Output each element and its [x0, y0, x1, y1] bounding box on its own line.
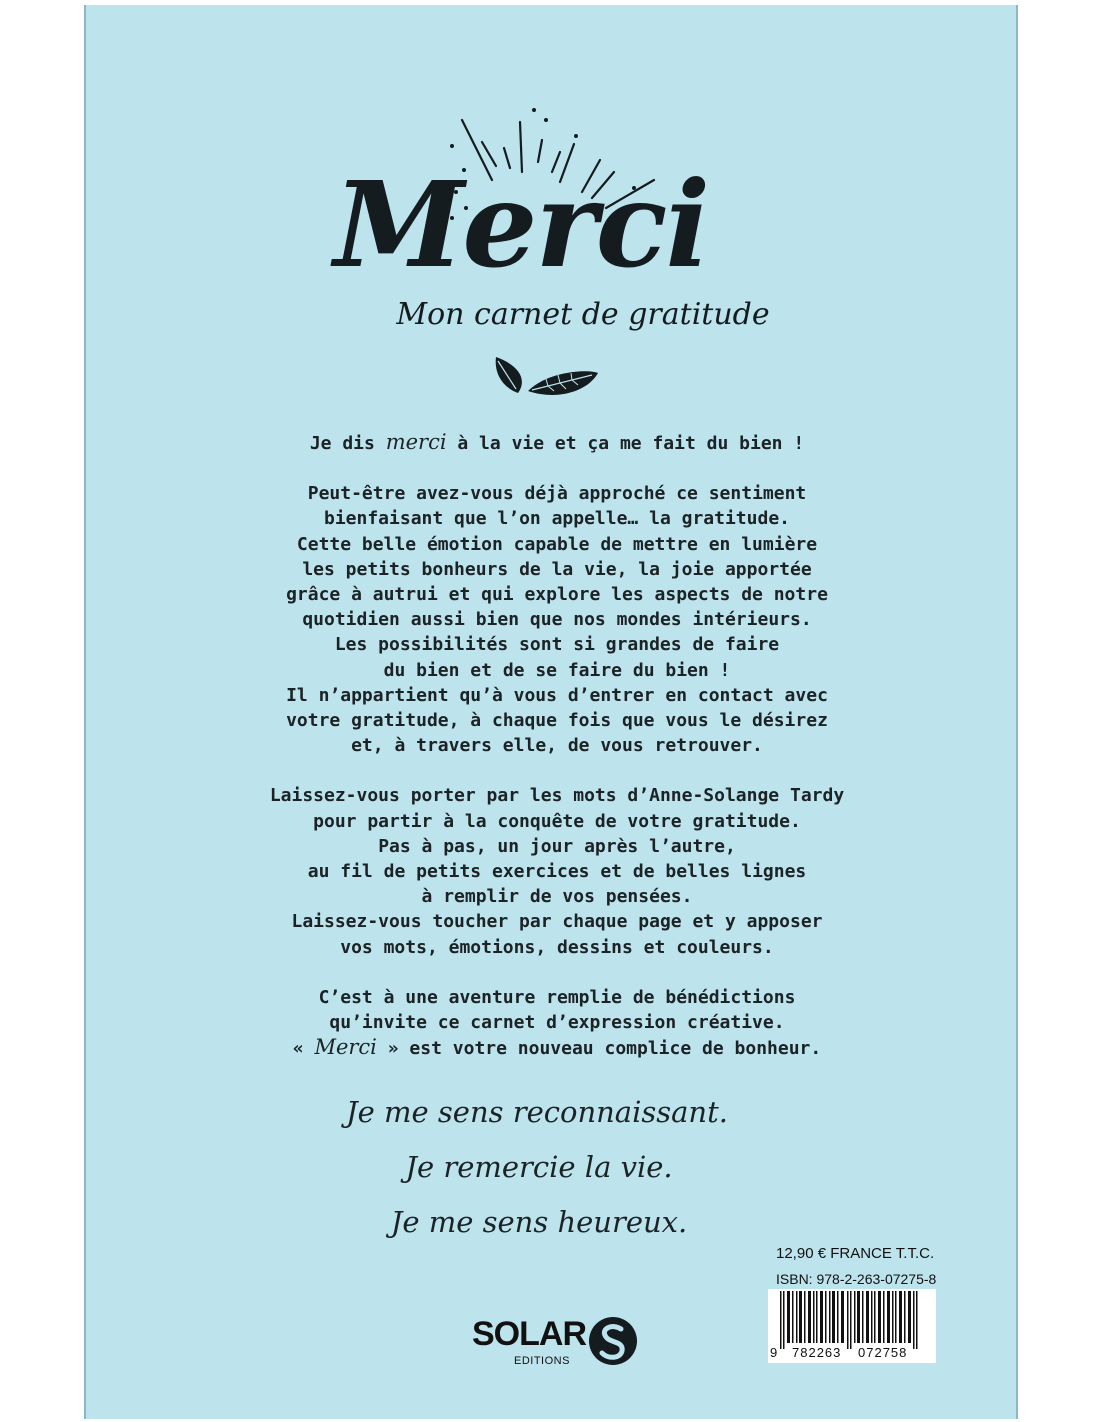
text-line: Pas à pas, un jour après l’autre, [378, 835, 736, 857]
closing-line: « Merci » est votre nouveau complice de bonheur. [292, 1035, 822, 1060]
text-line: Laissez-vous toucher par chaque page et y apposer [291, 911, 823, 933]
text-line: du bien et de se faire du bien ! [383, 659, 731, 681]
text-line: Laissez-vous porter par les mots d’Anne-Solange Tardy [269, 785, 845, 807]
text-line: quotidien aussi bien que nos mondes intérieurs. [302, 609, 812, 631]
book-back-cover [84, 5, 1018, 1419]
paragraph-2 [90, 783, 1024, 959]
isbn: ISBN: 978-2-263-07275-8 [776, 1271, 937, 1287]
price: 12,90 € FRANCE T.T.C. [776, 1245, 935, 1262]
text-line: et, à travers elle, de vous retrouver. [351, 735, 763, 757]
barcode-bars-icon [768, 1289, 936, 1349]
text-line: votre gratitude, à chaque fois que vous le désirez [286, 710, 828, 732]
text-line: à remplir de vos pensées. [421, 886, 693, 908]
text-line: Peut-être avez-vous déjà approché ce sentiment [307, 483, 807, 505]
barcode-left-digits: 782263 [792, 1345, 842, 1360]
book-title: Merci [333, 155, 709, 294]
barcode [768, 1289, 936, 1363]
barcode-first-digit: 9 [770, 1345, 778, 1360]
text-line: grâce à autrui et qui explore les aspects de notre [286, 584, 828, 606]
script-line-1: Je me sens reconnaissant. [346, 1095, 728, 1129]
script-line-2: Je remercie la vie. [405, 1150, 673, 1184]
solar-s-icon [588, 1315, 638, 1367]
publisher-sub: EDITIONS [514, 1355, 570, 1367]
text-line: au fil de petits exercices et de belles lignes [307, 861, 807, 883]
text-line: Les possibilités sont si grandes de faire [334, 634, 780, 656]
text-line: les petits bonheurs de la vie, la joie apportée [302, 558, 812, 580]
blurb [90, 430, 1024, 1061]
intro-line: Je dis merci à la vie et ça me fait du bien ! [309, 430, 805, 454]
text-line: pour partir à la conquête de votre gratitude. [313, 810, 801, 832]
intro-merci-word: merci [385, 430, 447, 454]
publisher-name: SOLAR [472, 1315, 586, 1353]
paragraph-3 [90, 985, 1024, 1062]
barcode-right-digits: 072758 [858, 1345, 908, 1360]
script-line-3: Je me sens heureux. [390, 1205, 688, 1239]
text-line: vos mots, émotions, dessins et couleurs. [340, 936, 774, 958]
closing-merci-word: Merci [314, 1035, 377, 1060]
book-subtitle: Mon carnet de gratitude [396, 297, 770, 332]
paragraph-1 [90, 481, 1024, 758]
text-line: Cette belle émotion capable de mettre en lumière [296, 533, 818, 555]
publisher-logo [472, 1315, 642, 1375]
leaves-icon [488, 351, 608, 401]
text-line: Il n’appartient qu’à vous d’entrer en contact avec [286, 684, 828, 706]
text-line: C’est à une aventure remplie de bénédictions [318, 986, 796, 1008]
text-line: qu’invite ce carnet d’expression créative. [329, 1012, 785, 1034]
text-line: bienfaisant que l’on appelle… la gratitude. [324, 508, 790, 530]
